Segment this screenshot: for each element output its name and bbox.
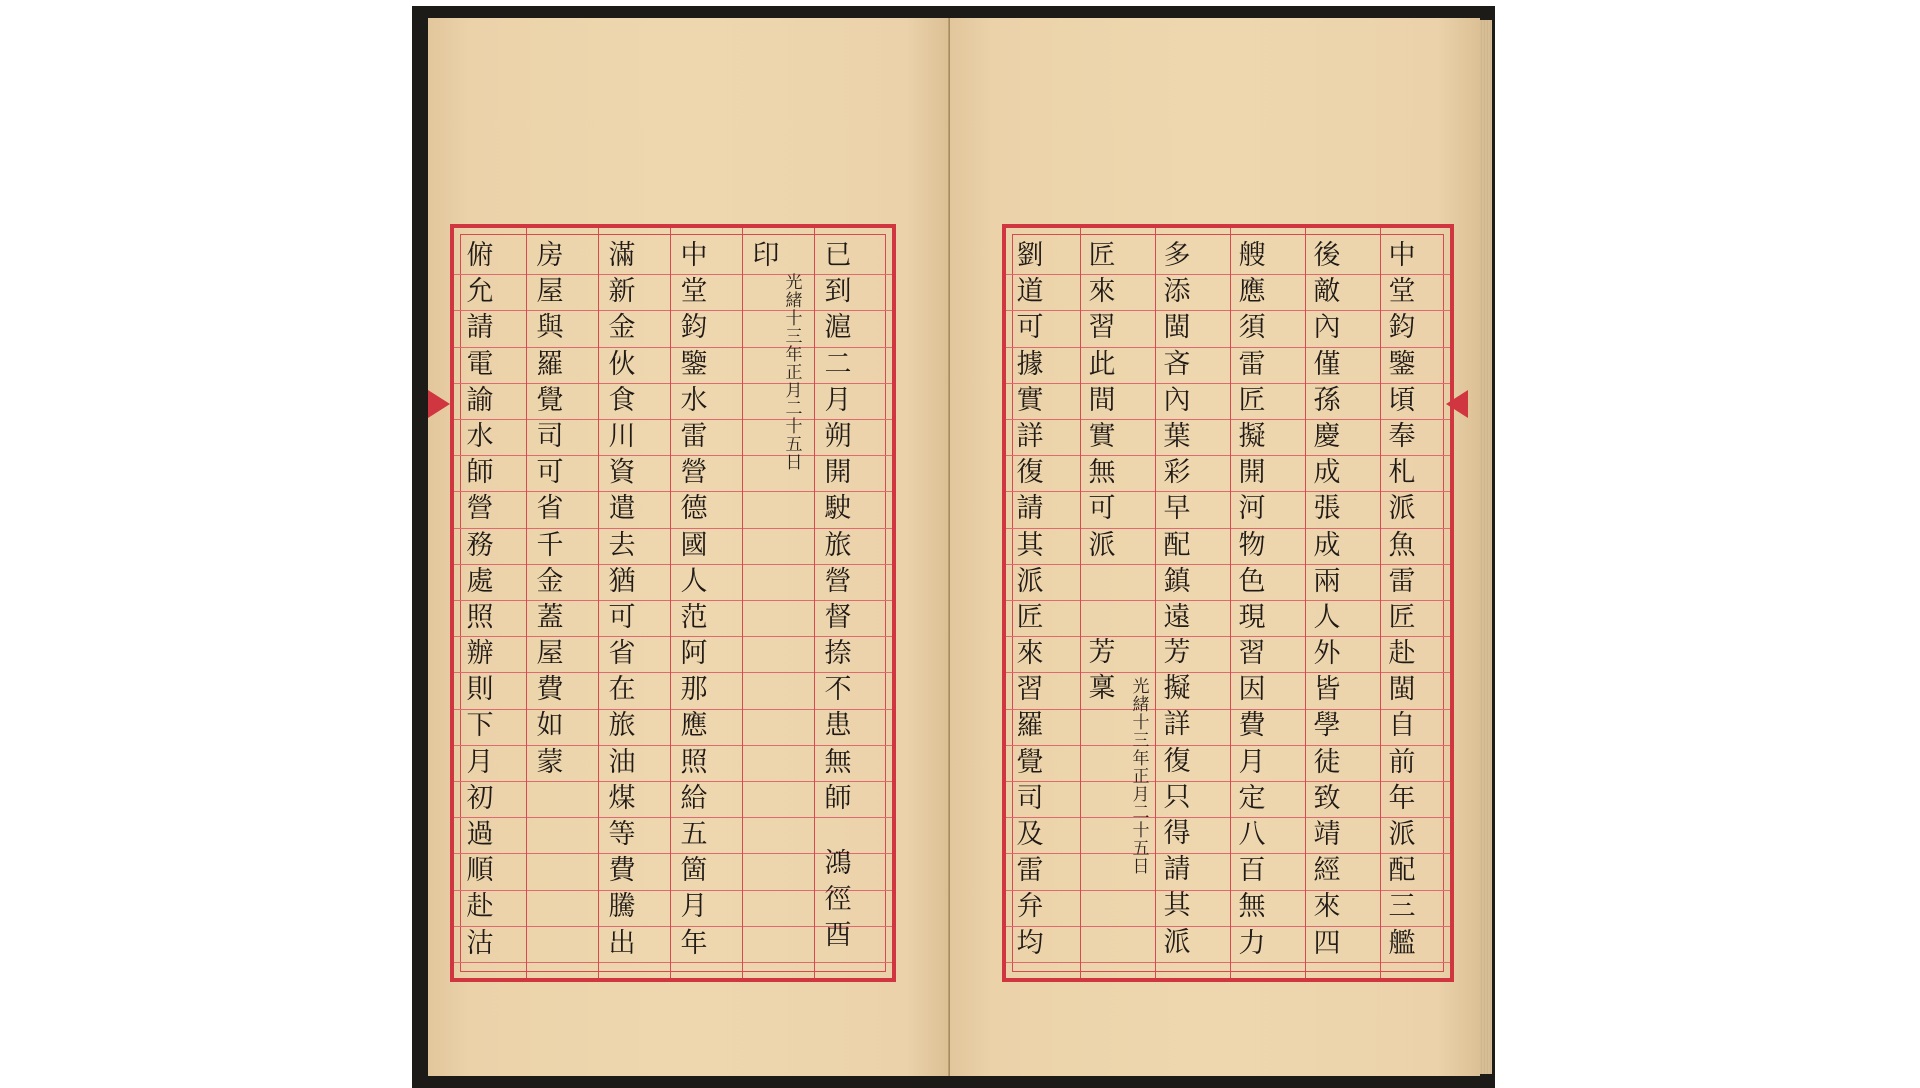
right-column-6-text-char: 其 (1016, 529, 1044, 561)
left-column-6-text-char: 允 (466, 276, 494, 308)
left-column-2 (744, 238, 788, 274)
right-column-6-text-char: 來 (1016, 638, 1044, 670)
left-column-1-text-char: 開 (824, 457, 852, 489)
left-column-4-text-char: 煤 (608, 782, 636, 814)
left-column-4-text-char: 川 (608, 420, 636, 452)
right-column-2-text-char: 靖 (1313, 819, 1341, 850)
left-column-4-text-char: 滿 (608, 240, 636, 271)
left-column-6-text-char: 過 (466, 819, 494, 850)
left-column-6-text-char: 電 (466, 348, 494, 380)
right-column-3-text-char: 因 (1238, 674, 1266, 706)
left-column-3-text-char: 雷 (680, 420, 708, 452)
right-column-3-text-char: 河 (1238, 493, 1266, 525)
right-column-1-text-char: 赴 (1388, 638, 1416, 670)
right-column-1-text-char: 派 (1388, 493, 1416, 525)
left-column-1-text-char: 滬 (824, 312, 852, 344)
right-column-6-text-char: 均 (1016, 927, 1044, 959)
left-date: 光緒十三年正月二十五日 (785, 273, 803, 473)
left-column-3-text-char: 應 (680, 710, 708, 742)
left-column-6-text-char: 月 (466, 746, 494, 778)
right-column-6 (1008, 238, 1052, 962)
right-column-5-text-char: 派 (1088, 529, 1116, 561)
right-signature-a-text (1155, 635, 1199, 961)
left-column-3-text-char: 阿 (680, 638, 708, 670)
right-column-2-text-char: 來 (1313, 891, 1341, 923)
left-column-4-text-char: 金 (608, 312, 636, 344)
right-signature-b-text (1080, 635, 1124, 707)
right-column-2-text-char: 內 (1313, 312, 1341, 344)
left-column-3-text-char: 德 (680, 493, 708, 525)
right-column-4-text-char: 內 (1163, 384, 1191, 416)
right-signature-a (1155, 635, 1199, 961)
left-column-6-text-char: 順 (466, 855, 494, 887)
right-column-3-text-char: 現 (1238, 601, 1266, 633)
right-signature-a-text-char: 得 (1163, 817, 1191, 849)
left-column-5 (528, 238, 572, 781)
left-column-3-text-char: 范 (680, 601, 708, 633)
right-letter-frame (1002, 224, 1454, 982)
right-column-3-text-char: 定 (1238, 782, 1266, 814)
left-column-5-text-char: 千 (536, 529, 564, 561)
left-column-4-text-char: 遣 (608, 493, 636, 525)
right-column-1-text-char: 中 (1388, 240, 1416, 271)
right-column-6-text-char: 復 (1016, 457, 1044, 489)
left-column-3-text-char: 國 (680, 529, 708, 561)
right-column-1-text-char: 派 (1388, 819, 1416, 850)
left-column-6-text-char: 俯 (466, 240, 494, 271)
right-column-5-text-char: 無 (1088, 457, 1116, 489)
left-column-5-text-char: 蒙 (536, 746, 564, 778)
right-signature-a-text-char: 擬 (1163, 673, 1191, 705)
right-column-2 (1305, 238, 1349, 962)
right-column-6-text-char: 可 (1016, 312, 1044, 344)
left-column-2-text (744, 238, 788, 274)
left-column-5-text-char: 與 (536, 312, 564, 344)
right-column-3-text-char: 須 (1238, 312, 1266, 344)
right-column-3-text-char: 擬 (1238, 420, 1266, 452)
left-column-4-text-char: 省 (608, 638, 636, 670)
left-signature-text-char: 酉 (824, 920, 852, 952)
right-column-6-text-char: 道 (1016, 276, 1044, 308)
left-column-5-text-char: 金 (536, 565, 564, 597)
right-column-2-text-char: 致 (1313, 782, 1341, 814)
right-column-4-text (1155, 238, 1199, 636)
right-column-5-text-char: 匠 (1088, 240, 1116, 271)
right-signature-a-text-char: 詳 (1163, 709, 1191, 741)
left-column-3-text-char: 中 (680, 240, 708, 271)
right-column-2-text-char: 徒 (1313, 746, 1341, 778)
right-column-2-text-char: 四 (1313, 927, 1341, 959)
right-column-4-text-char: 遠 (1163, 601, 1191, 633)
right-column-3-text-char: 八 (1238, 819, 1266, 850)
right-signature-a-text-char: 請 (1163, 854, 1191, 886)
left-column-4-text-char: 可 (608, 601, 636, 633)
right-column-1-text-char: 鑒 (1388, 348, 1416, 380)
right-column-1-text-char: 頃 (1388, 384, 1416, 416)
left-column-6-text-char: 水 (466, 420, 494, 452)
right-column-6-text-char: 請 (1016, 493, 1044, 525)
right-column-2-text-char: 後 (1313, 240, 1341, 271)
right-signature-a-text-char: 派 (1163, 926, 1191, 958)
left-column-5-text-char: 蓋 (536, 601, 564, 633)
right-column-5-text (1080, 238, 1124, 564)
right-column-1-text-char: 年 (1388, 782, 1416, 814)
right-signature-b-text-char: 芳 (1088, 637, 1116, 668)
left-column-3-text-char: 五 (680, 819, 708, 850)
grid-rule-vertical (814, 228, 815, 978)
left-column-3-text-char: 月 (680, 891, 708, 923)
left-column-4-text-char: 費 (608, 855, 636, 887)
left-signature-text (816, 846, 860, 955)
right-column-2-text-char: 慶 (1313, 420, 1341, 452)
left-column-1-text-char: 無 (824, 746, 852, 778)
left-column-1 (816, 238, 860, 817)
left-column-5-text-char: 如 (536, 710, 564, 742)
right-column-3-text-char: 應 (1238, 276, 1266, 308)
right-column-2-text-char: 成 (1313, 529, 1341, 561)
right-column-3-text-char: 無 (1238, 891, 1266, 923)
left-column-6-text-char: 諭 (466, 384, 494, 416)
right-column-5-text-char: 來 (1088, 276, 1116, 308)
left-column-6-text-char: 營 (466, 493, 494, 525)
left-column-6 (458, 238, 502, 962)
left-column-4-text-char: 資 (608, 457, 636, 489)
left-column-5-text-char: 屋 (536, 276, 564, 308)
left-column-3-text (672, 238, 716, 962)
left-signature-text-char: 徑 (824, 884, 852, 916)
left-column-4-text-char: 新 (608, 276, 636, 308)
left-column-4-text-char: 猶 (608, 565, 636, 597)
right-column-3-text-char: 百 (1238, 855, 1266, 887)
left-column-5-text (528, 238, 572, 781)
left-column-3-text-char: 水 (680, 384, 708, 416)
right-column-6-text-char: 覺 (1016, 746, 1044, 778)
right-column-3-text (1230, 238, 1274, 962)
left-column-5-text-char: 房 (536, 240, 564, 271)
left-column-6-text-char: 師 (466, 457, 494, 489)
right-column-1-text-char: 魚 (1388, 529, 1416, 561)
left-letter-frame (450, 224, 896, 982)
right-column-6-text-char: 實 (1016, 384, 1044, 416)
right-column-5-text-char: 習 (1088, 312, 1116, 344)
left-column-4-text-char: 伙 (608, 348, 636, 380)
left-column-1-text (816, 238, 860, 817)
right-column-4 (1155, 238, 1199, 636)
left-column-1-text-char: 到 (824, 276, 852, 308)
right-column-5-text-char: 實 (1088, 420, 1116, 452)
grid-rule-vertical (742, 228, 743, 978)
left-column-3-text-char: 箇 (680, 855, 708, 887)
left-column-3-text-char: 鑒 (680, 348, 708, 380)
left-column-4-text-char: 在 (608, 674, 636, 706)
right-column-1-text-char: 匠 (1388, 601, 1416, 633)
left-column-6-text-char: 赴 (466, 891, 494, 923)
left-column-6-text (458, 238, 502, 962)
right-column-2-text-char: 成 (1313, 457, 1341, 489)
left-column-1-text-char: 不 (824, 674, 852, 706)
right-signature-b-text-char: 稟 (1088, 673, 1116, 705)
left-column-3-text-char: 那 (680, 674, 708, 706)
left-column-3-text-char: 人 (680, 565, 708, 597)
right-column-1 (1380, 238, 1424, 962)
right-column-1-text-char: 閩 (1388, 674, 1416, 706)
left-signature-text-char: 鴻 (824, 848, 852, 879)
right-column-3-text-char: 艘 (1238, 240, 1266, 271)
left-column-5-text-char: 羅 (536, 348, 564, 380)
left-column-6-text-char: 處 (466, 565, 494, 597)
right-column-6-text-char: 及 (1016, 819, 1044, 850)
left-column-1-text-char: 捺 (824, 638, 852, 670)
left-column-4-text-char: 去 (608, 529, 636, 561)
left-column-2-text-char: 印 (752, 240, 780, 271)
right-column-2-text-char: 孫 (1313, 384, 1341, 416)
right-column-4-text-char: 彩 (1163, 457, 1191, 489)
right-column-1-text-char: 奉 (1388, 420, 1416, 452)
left-column-6-text-char: 初 (466, 782, 494, 814)
right-column-1-text-char: 堂 (1388, 276, 1416, 308)
left-column-5-text-char: 覺 (536, 384, 564, 416)
grid-rule-horizontal (1006, 962, 1450, 963)
right-column-6-text-char: 劉 (1016, 240, 1044, 271)
left-column-1-text-char: 營 (824, 565, 852, 597)
left-column-4-text-char: 油 (608, 746, 636, 778)
left-column-3-text-char: 營 (680, 457, 708, 489)
left-fishtail-ornament (428, 390, 450, 418)
right-column-1-text-char: 自 (1388, 710, 1416, 742)
right-column-5-text-char: 此 (1088, 348, 1116, 380)
right-column-3-text-char: 色 (1238, 565, 1266, 597)
left-column-6-text-char: 請 (466, 312, 494, 344)
left-column-3-text-char: 鈞 (680, 312, 708, 344)
left-column-6-text-char: 照 (466, 601, 494, 633)
right-column-6-text-char: 習 (1016, 674, 1044, 706)
right-column-1-text-char: 札 (1388, 457, 1416, 489)
left-column-1-text-char: 二 (824, 348, 852, 380)
left-column-6-text-char: 務 (466, 529, 494, 561)
right-column-3-text-char: 雷 (1238, 348, 1266, 380)
right-column-2-text-char: 經 (1313, 855, 1341, 887)
right-column-1-text-char: 前 (1388, 746, 1416, 778)
left-column-5-text-char: 費 (536, 674, 564, 706)
right-column-5-text-char: 間 (1088, 384, 1116, 416)
grid-rule-vertical (526, 228, 527, 978)
right-column-5 (1080, 238, 1124, 564)
left-column-1-text-char: 師 (824, 782, 852, 814)
right-column-1-text-char: 鈞 (1388, 312, 1416, 344)
left-column-3-text-char: 給 (680, 782, 708, 814)
right-signature-a-text-char: 只 (1163, 781, 1191, 813)
right-column-4-text-char: 添 (1163, 276, 1191, 308)
grid-rule-vertical (598, 228, 599, 978)
right-column-1-text-char: 配 (1388, 855, 1416, 887)
right-column-3-text-char: 費 (1238, 710, 1266, 742)
left-column-5-text-char: 可 (536, 457, 564, 489)
right-column-2-text-char: 皆 (1313, 674, 1341, 706)
left-column-1-text-char: 患 (824, 710, 852, 742)
left-column-5-text-char: 省 (536, 493, 564, 525)
right-column-2-text-char: 敵 (1313, 276, 1341, 308)
left-column-3 (672, 238, 716, 962)
right-column-6-text-char: 詳 (1016, 420, 1044, 452)
right-column-6-text (1008, 238, 1052, 962)
right-column-3-text-char: 匠 (1238, 384, 1266, 416)
right-column-2-text-char: 外 (1313, 638, 1341, 670)
left-column-3-text-char: 堂 (680, 276, 708, 308)
right-column-3 (1230, 238, 1274, 962)
right-signature-a-text-char: 復 (1163, 745, 1191, 777)
left-column-6-text-char: 則 (466, 674, 494, 706)
right-column-6-text-char: 弁 (1016, 891, 1044, 923)
right-column-4-text-char: 鎮 (1163, 565, 1191, 597)
grid-rule-vertical (670, 228, 671, 978)
left-column-4-text (600, 238, 644, 962)
right-column-4-text-char: 早 (1163, 493, 1191, 525)
left-column-4-text-char: 食 (608, 384, 636, 416)
left-column-4 (600, 238, 644, 962)
right-column-3-text-char: 物 (1238, 529, 1266, 561)
right-column-1-text-char: 艦 (1388, 927, 1416, 959)
right-column-6-text-char: 匠 (1016, 601, 1044, 633)
left-column-4-text-char: 旅 (608, 710, 636, 742)
left-column-1-text-char: 旅 (824, 529, 852, 561)
right-column-6-text-char: 據 (1016, 348, 1044, 380)
right-column-2-text-char: 僅 (1313, 348, 1341, 380)
right-column-3-text-char: 習 (1238, 638, 1266, 670)
right-column-2-text-char: 張 (1313, 493, 1341, 525)
right-column-3-text-char: 月 (1238, 746, 1266, 778)
right-signature-b (1080, 635, 1124, 707)
left-column-1-text-char: 月 (824, 384, 852, 416)
left-column-6-text-char: 下 (466, 710, 494, 742)
right-date: 光緒十三年正月二十五日 (1132, 677, 1150, 877)
left-column-6-text-char: 辦 (466, 638, 494, 670)
right-column-3-text-char: 開 (1238, 457, 1266, 489)
left-column-3-text-char: 照 (680, 746, 708, 778)
left-column-3-text-char: 年 (680, 927, 708, 959)
right-column-4-text-char: 閩 (1163, 312, 1191, 344)
grid-rule-horizontal (454, 962, 892, 963)
left-column-5-text-char: 司 (536, 420, 564, 452)
left-column-1-text-char: 朔 (824, 420, 852, 452)
left-column-4-text-char: 出 (608, 927, 636, 959)
left-column-1-text-char: 督 (824, 601, 852, 633)
right-column-6-text-char: 羅 (1016, 710, 1044, 742)
right-column-1-text-char: 三 (1388, 891, 1416, 923)
right-signature-a-text-char: 芳 (1163, 637, 1191, 668)
right-column-2-text (1305, 238, 1349, 962)
left-column-1-text-char: 駛 (824, 493, 852, 525)
right-column-1-text (1380, 238, 1424, 962)
page-edge (1480, 20, 1492, 1074)
right-column-3-text-char: 力 (1238, 927, 1266, 959)
right-column-1-text-char: 雷 (1388, 565, 1416, 597)
right-column-2-text-char: 人 (1313, 601, 1341, 633)
right-column-4-text-char: 葉 (1163, 420, 1191, 452)
right-signature-a-text-char: 其 (1163, 890, 1191, 922)
left-column-6-text-char: 沽 (466, 927, 494, 959)
right-column-4-text-char: 多 (1163, 240, 1191, 271)
left-column-4-text-char: 騰 (608, 891, 636, 923)
right-column-6-text-char: 派 (1016, 565, 1044, 597)
left-column-1-text-char: 已 (824, 240, 852, 271)
right-column-5-text-char: 可 (1088, 493, 1116, 525)
right-column-4-text-char: 配 (1163, 529, 1191, 561)
right-column-4-text-char: 吝 (1163, 348, 1191, 380)
right-column-2-text-char: 兩 (1313, 565, 1341, 597)
right-column-6-text-char: 雷 (1016, 855, 1044, 887)
left-signature (816, 846, 860, 955)
right-column-6-text-char: 司 (1016, 782, 1044, 814)
left-column-4-text-char: 等 (608, 819, 636, 850)
left-column-5-text-char: 屋 (536, 638, 564, 670)
right-column-2-text-char: 學 (1313, 710, 1341, 742)
